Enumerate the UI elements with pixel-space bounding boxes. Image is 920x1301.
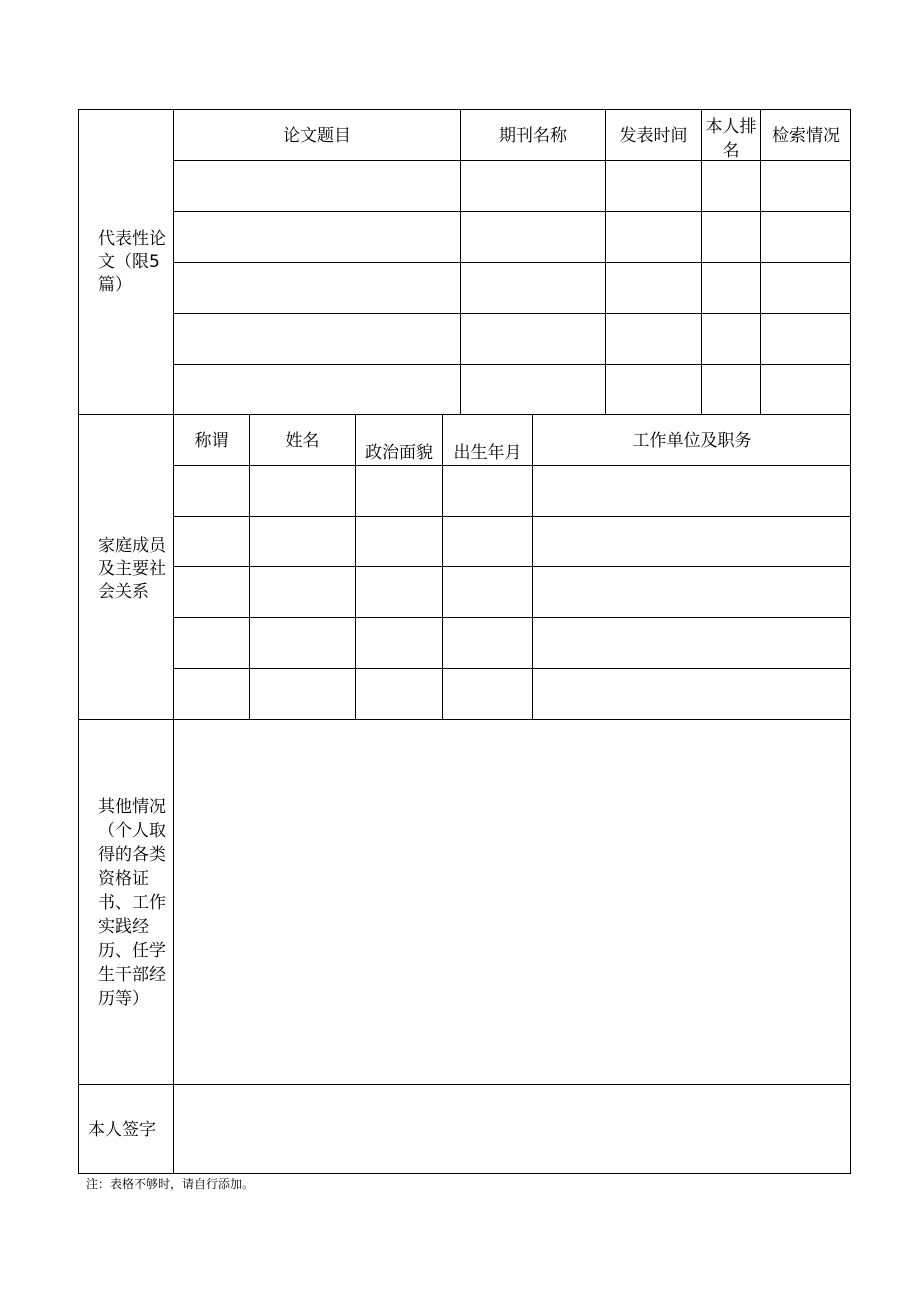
papers-row-line-3	[173, 313, 851, 314]
family-row-line-1	[173, 516, 851, 517]
section-divider-papers	[78, 414, 851, 415]
family-header-line	[173, 465, 851, 466]
papers-col-divider-4	[760, 109, 761, 414]
family-row-line-4	[173, 668, 851, 669]
family-row-line-3	[173, 617, 851, 618]
papers-header-journal: 期刊名称	[499, 126, 567, 146]
family-col-divider-4	[532, 414, 533, 719]
papers-header-index: 检索情况	[772, 126, 840, 146]
papers-col-divider-1	[460, 109, 461, 414]
family-header-relation: 称谓	[194, 431, 229, 451]
papers-header-rank: 本人排名	[705, 117, 757, 161]
family-col-divider-1	[249, 414, 250, 719]
signature-label: 本人签字	[88, 1120, 156, 1140]
papers-row-line-4	[173, 364, 851, 365]
papers-section-label: 代表性论文（限5篇）	[98, 229, 166, 295]
papers-row-line-1	[173, 211, 851, 212]
other-section-label: 其他情况（个人取得的各类资格证书、工作实践经历、任学生干部经历等）	[98, 797, 166, 1009]
family-header-birth: 出生年月	[453, 443, 522, 463]
footnote: 注：表格不够时，请自行添加。	[86, 1177, 255, 1191]
family-row-line-2	[173, 566, 851, 567]
other-content-area[interactable]	[174, 720, 850, 1084]
papers-header-date: 发表时间	[619, 126, 688, 146]
family-header-political: 政治面貌	[365, 443, 433, 463]
family-header-employer: 工作单位及职务	[632, 431, 752, 451]
papers-col-divider-2	[605, 109, 606, 414]
papers-row-line-2	[173, 262, 851, 263]
family-header-name: 姓名	[285, 431, 320, 451]
signature-area[interactable]	[174, 1085, 850, 1173]
papers-header-title: 论文题目	[283, 126, 351, 146]
family-section-label: 家庭成员及主要社会关系	[98, 536, 166, 602]
